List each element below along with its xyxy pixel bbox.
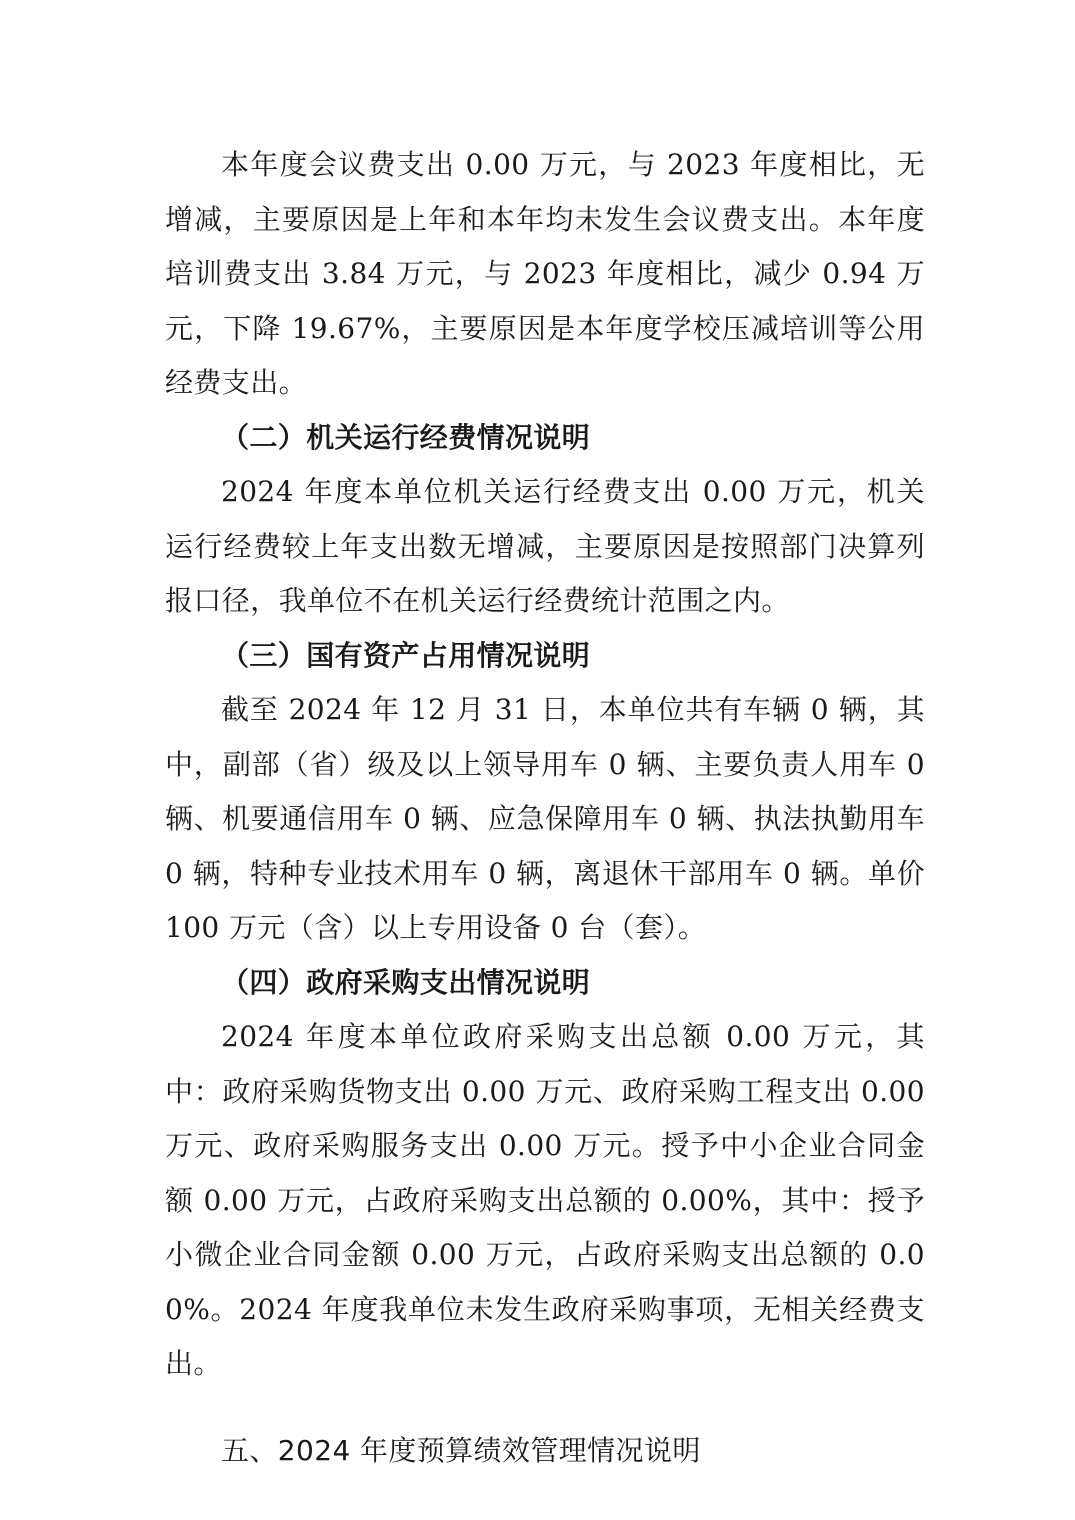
subheading-agency-operating-expenses: （二）机关运行经费情况说明 — [221, 420, 591, 454]
subheading-state-assets: （三）国有资产占用情况说明 — [221, 638, 591, 672]
paragraph-meeting-training-fees: 本年度会议费支出 0.00 万元，与 2023 年度相比，无增减，主要原因是上年和本年均未发生会议费支出。本年度培训费支出 3.84 万元，与 2023 年度相比，减少 0.94 万元，下降 19.67%，主要原因是本年度学校压减培训等公用经费支出。 — [165, 148, 925, 399]
paragraph-state-assets: 截至 2024 年 12 月 31 日，本单位共有车辆 0 辆，其中，副部（省）级及以上领导用车 0 辆、主要负责人用车 0 辆、机要通信用车 0 辆、应急保障用车 0 辆、执法执勤用车 0 辆，特种专业技术用车 0 辆，离退休干部用车 0 辆。单价 100 万元（含）以上专用设备 0 台（套）。 — [165, 693, 925, 944]
document-page — [165, 138, 925, 1478]
subheading-government-procurement: （四）政府采购支出情况说明 — [221, 965, 591, 999]
paragraph-agency-operating-expenses: 2024 年度本单位机关运行经费支出 0.00 万元，机关运行经费较上年支出数无增减，主要原因是按照部门决算列报口径，我单位不在机关运行经费统计范围之内。 — [165, 475, 925, 617]
paragraph-government-procurement: 2024 年度本单位政府采购支出总额 0.00 万元，其中：政府采购货物支出 0.00 万元、政府采购工程支出 0.00 万元、政府采购服务支出 0.00 万元。授予中小企业合同金额 0.00 万元，占政府采购支出总额的 0.00%，其中：授予小微企业合同金额 0.00 万元，占政府采购支出总额的 0.00%。2024 年度我单位未发生政府采购事项，无相关经费支出。 — [165, 1020, 925, 1380]
section-heading-performance-management: 五、2024 年度预算绩效管理情况说明 — [221, 1433, 701, 1467]
